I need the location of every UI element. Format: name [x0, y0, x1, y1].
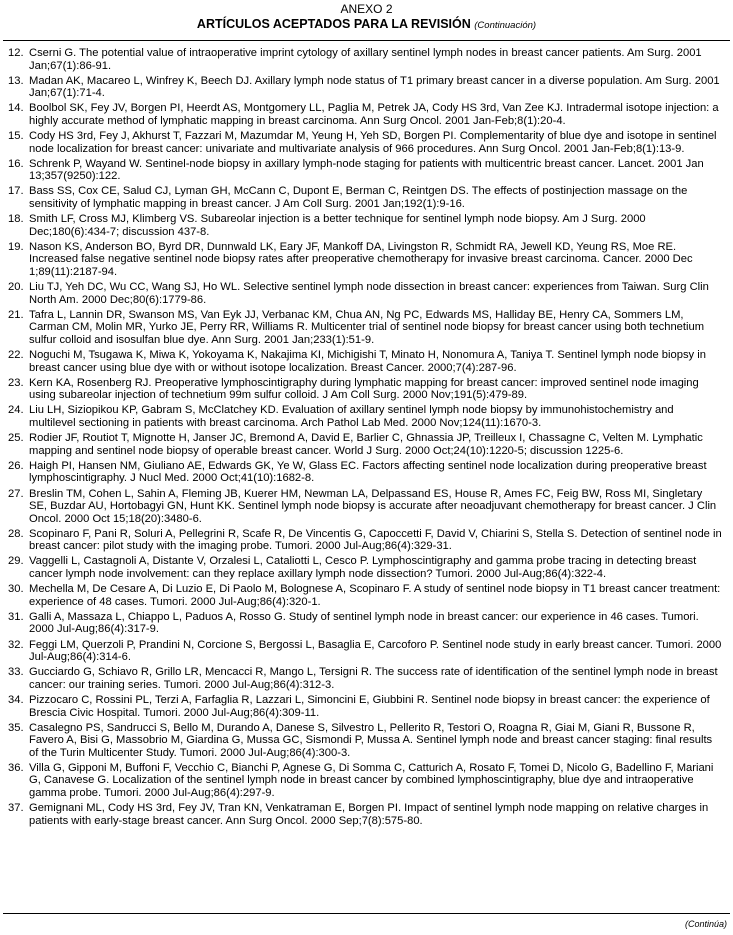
page-title — [0, 16, 733, 34]
reference-text: Cserni G. The potential value of intraoperative imprint cytology of axillary sentinel lymph nodes in breast cancer patients. Am Surg. 2001 Jan;67(1):86-91. — [29, 47, 702, 72]
reference-number: 26. — [8, 459, 24, 472]
reference-item — [0, 432, 733, 457]
reference-item — [0, 762, 733, 800]
reference-text: Mechella M, De Cesare A, Di Luzio E, Di Paolo M, Bolognese A, Scopinaro F. A study of sentinel node biopsy in T1 breast cancer treatment: experience of 48 cases. Tumori. 2000 Jul-Aug;86(4):320-1. — [29, 583, 721, 608]
reference-item — [0, 185, 733, 210]
reference-number: 20. — [8, 281, 24, 294]
reference-item — [0, 460, 733, 485]
top-divider — [3, 40, 730, 41]
reference-item — [0, 611, 733, 636]
reference-number: 15. — [8, 130, 24, 143]
continued-label: (Continuación) — [474, 20, 537, 31]
reference-number: 29. — [8, 555, 24, 568]
reference-number: 32. — [8, 638, 24, 651]
reference-text: Scopinaro F, Pani R, Soluri A, Pellegrini R, Scafe R, De Vincentis G, Capoccetti F, David V, Chiarini S, Stella S. Detection of sentinel node in breast cancer: pilot study with the imaging probe. Tumori. 2000 Jul-Aug;86(4):329-31. — [29, 527, 722, 553]
reference-number: 25. — [8, 432, 24, 445]
reference-text: Bass SS, Cox CE, Salud CJ, Lyman GH, McCann C, Dupont E, Berman C, Reintgen DS. The effects of postinjection massage on the sensitivity of lymphatic mapping in breast cancer. J Am Coll Surg. 2001 Jan;192(1):9-16. — [29, 185, 688, 211]
reference-number: 34. — [8, 693, 24, 706]
annex-label: ANEXO 2 — [340, 2, 393, 16]
reference-text: Liu TJ, Yeh DC, Wu CC, Wang SJ, Ho WL. Selective sentinel lymph node dissection in breast cancer: experiences from Taiwan. Surg Clin North Am. 2000 Dec;80(6):1779-86. — [29, 281, 709, 306]
reference-item — [0, 158, 733, 183]
reference-number: 17. — [8, 185, 24, 198]
reference-text: Vaggelli L, Castagnoli A, Distante V, Orzalesi L, Cataliotti L, Cesco P. Lymphoscintigraphy and gamma probe tracing in detecting breast cancer lymph node involvement: can they replace axillary lymph node dissection? Tumori. 2000 Jul-Aug;86(4):322-4. — [29, 555, 697, 581]
reference-text: Rodier JF, Routiot T, Mignotte H, Janser JC, Bremond A, David E, Barlier C, Ghnassia JP, Treilleux I, Chassagne C, Velten M. Lymphatic mapping and sentinel node biopsy of operable breast cancer. World J Surg. 2000 Oct;24(10):1220-5; discussion 1225-6. — [29, 432, 703, 457]
reference-number: 37. — [8, 802, 24, 815]
reference-number: 19. — [8, 240, 24, 253]
reference-item — [0, 241, 733, 279]
reference-item — [0, 583, 733, 608]
reference-text: Feggi LM, Querzoli P, Prandini N, Corcione S, Bergossi L, Basaglia E, Carcoforo P. Sentinel node study in early breast cancer. Tumori. 2000 Jul-Aug;86(4):314-6. — [29, 638, 722, 664]
page-header — [0, 0, 733, 34]
reference-number: 16. — [8, 157, 24, 170]
reference-item — [0, 404, 733, 429]
reference-item — [0, 488, 733, 526]
reference-text: Noguchi M, Tsugawa K, Miwa K, Yokoyama K, Nakajima KI, Michigishi T, Minato H, Nonomura A, Taniya T. Sentinel lymph node biopsy in breast cancer using blue dye with or without isotope localization. Breast Cancer. 2000;7(4):287-96. — [29, 349, 706, 374]
reference-text: Breslin TM, Cohen L, Sahin A, Fleming JB, Kuerer HM, Newman LA, Delpassand ES, House R, Ames FC, Feig BW, Ross MI, Singletary SE, Buzdar AU, Hortobagyi GN, Hunt KK. Sentinel lymph node biopsy is accurate after neoadjuvant chemotherapy for breast cancer. J Clin Oncol. 2000 Oct 15;18(20):3480-6. — [29, 487, 717, 525]
reference-item — [0, 694, 733, 719]
reference-item — [0, 130, 733, 155]
reference-item — [0, 528, 733, 553]
reference-item — [0, 722, 733, 760]
reference-item — [0, 666, 733, 691]
reference-text: Villa G, Gipponi M, Buffoni F, Vecchio C, Bianchi P, Agnese G, Di Somma C, Catturich A, Rosato F, Tomei D, Nicolo G, Badellino F, Mariani G, Canavese G. Localization of the sentinel lymph node in breast cancer by combined lymphoscintigraphy, blue dye and intraoperative gamma probe. Tumori. 2000 Jul-Aug;86(4):297-9. — [29, 761, 714, 800]
bottom-divider — [3, 913, 730, 914]
reference-number: 22. — [8, 349, 24, 362]
reference-text: Schrenk P, Wayand W. Sentinel-node biopsy in axillary lymph-node staging for patients with multicentric breast cancer. Lancet. 2001 Jan 13;357(9250):122. — [29, 157, 704, 183]
reference-item — [0, 377, 733, 402]
reference-number: 21. — [8, 308, 24, 321]
reference-item — [0, 802, 733, 827]
reference-text: Haigh PI, Hansen NM, Giuliano AE, Edwards GK, Ye W, Glass EC. Factors affecting sentinel node localization during preoperative breast lymphoscintigraphy. J Nucl Med. 2000 Oct;41(10):1682-8. — [29, 459, 707, 485]
reference-number: 13. — [8, 74, 24, 87]
reference-item — [0, 281, 733, 306]
reference-text: Cody HS 3rd, Fey J, Akhurst T, Fazzari M, Mazumdar M, Yeung H, Yeh SD, Borgen PI. Complementarity of blue dye and isotope in sentinel node localization for breast cancer: univariate and multivariate analysis of 966 procedures. Ann Surg Oncol. 2001 Jan-Feb;8(1):13-9. — [29, 130, 717, 155]
reference-item — [0, 102, 733, 127]
reference-number: 30. — [8, 583, 24, 596]
reference-text: Gemignani ML, Cody HS 3rd, Fey JV, Tran KN, Venkatraman E, Borgen PI. Impact of sentinel lymph node mapping on relative charges in patients with early-stage breast cancer. Ann Surg Oncol. 2000 Sep;7(8):575-80. — [29, 802, 709, 827]
reference-number: 27. — [8, 487, 24, 500]
reference-item — [0, 75, 733, 100]
reference-item — [0, 349, 733, 374]
reference-item — [0, 47, 733, 72]
reference-list — [0, 47, 733, 830]
page-title-text: ARTÍCULOS ACEPTADOS PARA LA REVISIÓN — [196, 17, 471, 31]
reference-number: 28. — [8, 527, 24, 540]
continues-label: (Continúa) — [684, 919, 727, 929]
reference-text: Boolbol SK, Fey JV, Borgen PI, Heerdt AS, Montgomery LL, Paglia M, Petrek JA, Cody HS 3rd, Van Zee KJ. Intradermal isotope injection: a highly accurate method of lymphatic mapping in breast carcinoma. Ann Surg Oncol. 2001 Jan-Feb;8(1):20-4. — [29, 102, 719, 127]
reference-text: Liu LH, Siziopikou KP, Gabram S, McClatchey KD. Evaluation of axillary sentinel lymph node biopsy by immunohistochemistry and multilevel sectioning in patients with breast carcinoma. Arch Pathol Lab Med. 2000 Nov;124(11):1670-3. — [29, 404, 674, 430]
reference-text: Nason KS, Anderson BO, Byrd DR, Dunnwald LK, Eary JF, Mankoff DA, Livingston R, Schmidt RA, Jewell KD, Yeung RS, Moe RE. Increased false negative sentinel node biopsy rates after preoperative chemotherapy for invasive breast carcinoma. Cancer. 2000 Dec 1;89(11):2187-94. — [29, 240, 693, 278]
reference-number: 24. — [8, 404, 24, 417]
reference-number: 33. — [8, 666, 24, 679]
reference-number: 14. — [8, 102, 24, 115]
reference-number: 18. — [8, 213, 24, 226]
reference-number: 31. — [8, 610, 24, 623]
reference-item — [0, 309, 733, 347]
reference-number: 23. — [8, 376, 24, 389]
reference-text: Casalegno PS, Sandrucci S, Bello M, Durando A, Danese S, Silvestro L, Pellerito R, Testori O, Roagna R, Giai M, Giani R, Bussone R, Favero A, Bisi G, Massobrio M, Giardina G, Mussa GC, Sismondi P, Mussa A. Sentinel lymph node and breast cancer staging: final results of the Turin Multicenter Study. Tumori. 2000 Jul-Aug;86(4):300-3. — [29, 721, 713, 759]
reference-number: 36. — [8, 761, 24, 774]
reference-text: Tafra L, Lannin DR, Swanson MS, Van Eyk JJ, Verbanac KM, Chua AN, Ng PC, Edwards MS, Halliday BE, Henry CA, Sommers LM, Carman CM, Molin MR, Yurko JE, Perry RR, Williams R. Multicenter trial of sentinel node biopsy for breast cancer using both technetium sulfur colloid and isosulfan blue dye. Ann Surg. 2001 Jan;233(1):51-9. — [29, 308, 705, 346]
reference-text: Kern KA, Rosenberg RJ. Preoperative lymphoscintigraphy during lymphatic mapping for breast cancer: improved sentinel node imaging using subareolar injection of technetium 99m sulfur colloid. J Am Coll Surg. 2000 Nov;191(5):479-89. — [29, 376, 699, 402]
reference-text: Gucciardo G, Schiavo R, Grillo LR, Mencacci R, Mango L, Tersigni R. The success rate of identification of the sentinel lymph node in breast cancer: our training series. Tumori. 2000 Jul-Aug;86(4):312-3. — [29, 666, 718, 691]
reference-text: Galli A, Massaza L, Chiappo L, Paduos A, Rosso G. Study of sentinel lymph node in breast cancer: our experience in 46 cases. Tumori. 2000 Jul-Aug;86(4):317-9. — [29, 610, 699, 636]
reference-number: 35. — [8, 721, 24, 734]
reference-item — [0, 213, 733, 238]
reference-number: 12. — [8, 47, 24, 59]
reference-text: Madan AK, Macareo L, Winfrey K, Beech DJ. Axillary lymph node status of T1 primary breast cancer in a diverse population. Am Surg. 2001 Jan;67(1):71-4. — [29, 74, 720, 100]
reference-text: Pizzocaro C, Rossini PL, Terzi A, Farfaglia R, Lazzari L, Simoncini E, Giubbini R. Sentinel node biopsy in breast cancer: the experience of Brescia Civic Hospital. Tumori. 2000 Jul-Aug;86(4):309-11. — [29, 693, 710, 719]
reference-text: Smith LF, Cross MJ, Klimberg VS. Subareolar injection is a better technique for sentinel lymph node biopsy. Am J Surg. 2000 Dec;180(6):434-7; discussion 437-8. — [29, 213, 646, 238]
reference-item — [0, 639, 733, 664]
reference-item — [0, 555, 733, 580]
